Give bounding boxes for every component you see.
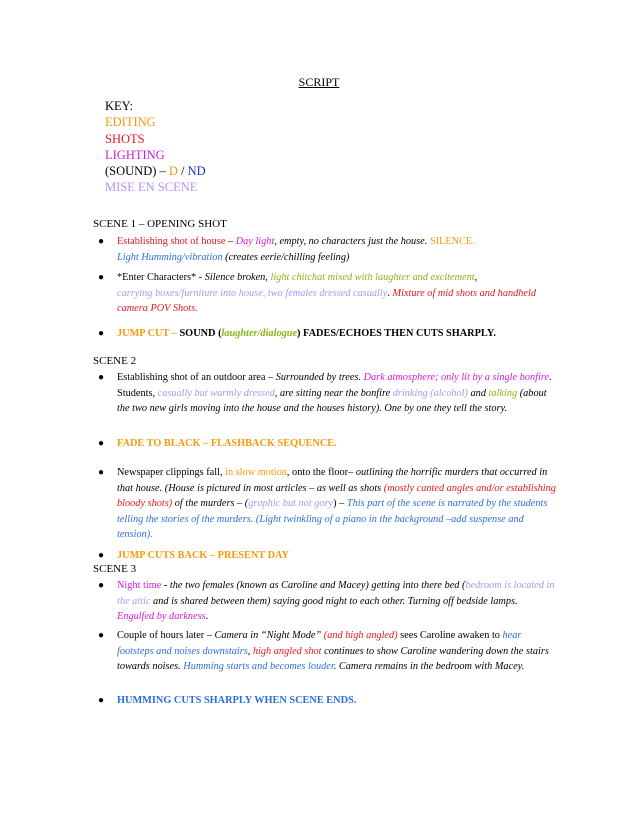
sound-text: hear footsteps and noises downstairs	[117, 630, 522, 657]
list-item	[98, 628, 557, 675]
plain-text: ) –	[333, 498, 347, 510]
plain-text: Surrounded by trees.	[275, 372, 364, 383]
bullet-icon: ●	[98, 236, 105, 247]
plain-text: ,	[247, 645, 253, 657]
list-item	[98, 578, 557, 625]
key-mise-en-scene: MISE EN SCENE	[105, 180, 198, 195]
key-sound-d: D	[168, 164, 178, 179]
color-key	[105, 98, 206, 196]
mise-text: graphic but not gory	[248, 498, 334, 510]
plain-text: , onto the floor	[286, 467, 349, 478]
plain-text: . Students,	[117, 372, 552, 399]
plain-text: . Camera remains in the bedroom with Macey.	[333, 661, 525, 673]
plain-text: -	[196, 272, 205, 283]
key-shots: SHOTS	[105, 131, 145, 146]
plain-text: , empty, no characters just the house.	[274, 236, 430, 247]
plain-text: Establishing shot of an outdoor area –	[117, 372, 276, 383]
shot-text: (mostly canted angles and/or establishing bloody shots)	[117, 482, 556, 510]
plain-text: and	[467, 387, 489, 399]
plain-text: – outlining the horrific murders that occurred in that house. (House is pictured in most articles – as well as shots	[117, 467, 548, 494]
bullet-icon: ●	[98, 580, 105, 591]
plain-text: of the murders – (	[172, 498, 249, 510]
scene-1-heading: SCENE 1 – OPENING SHOT	[93, 218, 227, 230]
sound-text: talking	[488, 387, 518, 399]
bullet-icon: ●	[98, 467, 105, 478]
editing-text: FADE TO BLACK – FLASHBACK SEQUENCE.	[117, 438, 337, 449]
lighting-text: Night time	[117, 580, 162, 591]
list-item	[98, 326, 557, 342]
shot-text: Mixture of mid shots and handheld camera POV Shots.	[117, 287, 536, 315]
plain-text: .	[205, 611, 209, 623]
sound-text: ) FADES/ECHOES THEN CUTS SHARPLY.	[297, 328, 496, 339]
mise-text: drinking (alcohol)	[392, 387, 468, 399]
list-item	[98, 370, 557, 417]
editing-text: JUMP CUTS BACK – PRESENT DAY	[117, 550, 289, 561]
sound-text: SOUND (	[179, 328, 222, 339]
plain-text: ,	[474, 272, 478, 283]
sound-text: Humming starts and becomes louder	[183, 661, 334, 673]
list-item	[98, 270, 557, 317]
shot-text: (and high angled)	[323, 630, 398, 641]
shot-text: high angled shot	[252, 645, 322, 657]
key-sound-slash: /	[177, 164, 188, 179]
scene-3-heading: SCENE 3	[93, 563, 137, 575]
bullet-icon: ●	[98, 630, 105, 641]
sound-text: laughter/dialogue	[221, 328, 298, 339]
sound-text: SILENCE.	[429, 236, 475, 247]
shot-text: Establishing shot of house	[117, 236, 226, 247]
sound-text: HUMMING CUTS SHARPLY WHEN SCENE ENDS.	[117, 695, 357, 706]
plain-text: (about the two new girls moving into the house and the houses history). One by one they tell the story.	[117, 387, 547, 415]
plain-text: , are sitting near the bonfire	[274, 387, 393, 399]
mise-text: carrying boxes/furniture into house, two females dressed casually	[117, 287, 388, 299]
bullet-icon: ●	[98, 550, 105, 561]
plain-text: *Enter Characters*	[117, 272, 197, 283]
plain-text: –	[225, 236, 236, 247]
plain-text: Silence broken,	[204, 272, 271, 283]
plain-text: –	[204, 630, 215, 641]
sound-text: light chitchat mixed with laughter and excitement	[270, 272, 475, 283]
list-item	[98, 548, 557, 564]
lighting-text: Dark atmosphere; only lit by a single bonfire	[363, 372, 550, 383]
list-item	[98, 436, 557, 452]
bullet-icon: ●	[98, 695, 105, 706]
plain-text: .	[387, 287, 393, 299]
scene-2-heading: SCENE 2	[93, 355, 137, 367]
key-editing: EDITING	[105, 115, 156, 130]
lighting-text: Engulfed by darkness	[117, 611, 206, 623]
plain-text: (creates eerie/chilling feeling)	[222, 251, 350, 263]
list-item	[98, 234, 557, 265]
bullet-icon: ●	[98, 438, 105, 449]
list-item	[98, 465, 557, 543]
lighting-text: Day light	[235, 236, 275, 247]
key-sound-label: (SOUND) –	[105, 164, 169, 179]
editing-text: JUMP CUT –	[117, 328, 180, 339]
sound-text: Light Humming/vibration	[117, 251, 223, 263]
document-title: SCRIPT	[298, 75, 340, 89]
bullet-icon: ●	[98, 272, 105, 283]
plain-text: - the two females (known as Caroline and Macey) getting into there bed (	[161, 580, 466, 591]
plain-text: Newspaper clippings fall,	[117, 467, 226, 478]
plain-text: Couple of hours later	[117, 630, 205, 641]
plain-text: and is shared between them) saying good night to each other. Turning off bedside lamps.	[150, 595, 518, 607]
mise-text: casually but warmly dressed	[157, 387, 275, 399]
plain-text: Camera in “Night Mode”	[214, 630, 322, 641]
sound-text: This part of the scene is narrated by the students telling the stories of the murders. (Light twinkling of a piano in the background –add suspense and tension).	[117, 498, 548, 541]
editing-text: in slow motion	[225, 467, 287, 478]
key-sound	[105, 163, 206, 179]
bullet-icon: ●	[98, 328, 105, 339]
bullet-icon: ●	[98, 372, 105, 383]
key-sound-nd: ND	[187, 164, 206, 179]
list-item	[98, 693, 557, 709]
mise-text: bedroom is located in the attic	[117, 580, 555, 607]
key-lighting: LIGHTING	[105, 147, 165, 162]
plain-text: continues to show Caroline wandering down the stairs towards noises.	[117, 645, 549, 673]
plain-text: sees Caroline awaken to	[397, 630, 503, 641]
key-heading: KEY:	[105, 99, 134, 113]
